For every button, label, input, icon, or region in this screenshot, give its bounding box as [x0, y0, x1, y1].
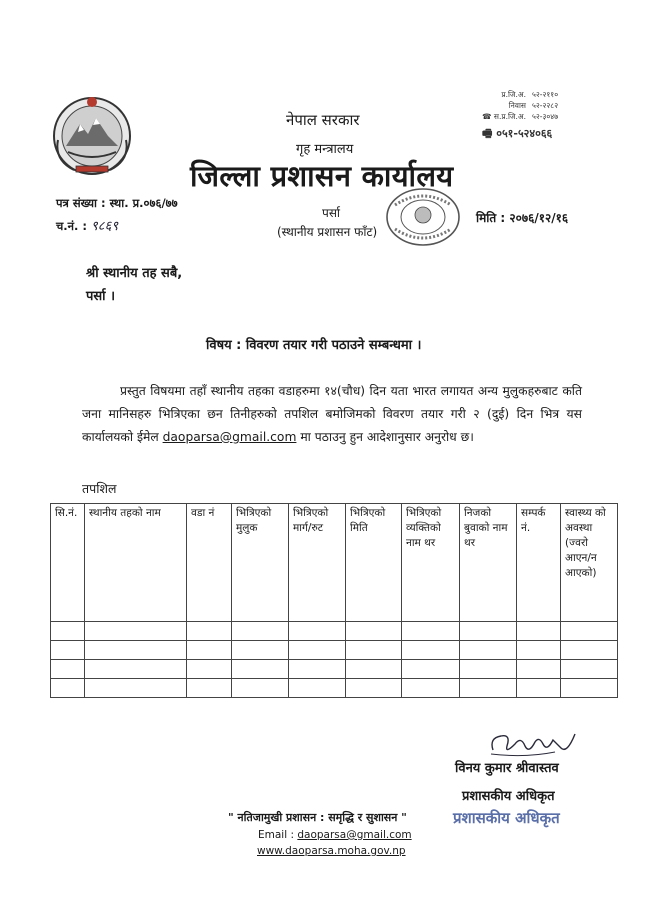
table-cell: [187, 641, 232, 660]
table-cell: [346, 660, 402, 679]
table-cell: [232, 622, 289, 641]
office-title: जिल्ला प्रशासन कार्यालय: [190, 159, 454, 193]
letter-body: प्रस्तुत विषयमा तहाँ स्थानीय तहका वडाहरुमा १४(चौध) दिन यता भारत लगायत अन्य मुलुकहरुबाट कति जना मानिसहरु भित्रिएका छन तिनीहरुको तपशिल बमोजिमको विवरण तयार गरी २ (दुई) दिन भित्र यस कार्यालयको ईमेल daoparsa@gmail.com मा पठाउनु हुन आदेशानुसार अनुरोध छ।: [82, 384, 582, 444]
table-cell: [346, 679, 402, 698]
contact-block: [482, 89, 642, 139]
government-name: नेपाल सरकार: [286, 111, 360, 129]
branch-name: (स्थानीय प्रशासन फाँट): [277, 225, 378, 239]
contact-value: ५२-२२८२: [532, 101, 559, 110]
table-cell: [561, 641, 618, 660]
contact-row: [482, 89, 642, 100]
handwritten-signature: [485, 728, 580, 760]
table-header-cell: भित्रिएको मिति: [346, 504, 402, 622]
table-header-cell: वडा नं: [187, 504, 232, 622]
table-cell: [402, 679, 460, 698]
table-cell: [561, 660, 618, 679]
fax-icon: 🖷: [482, 127, 497, 140]
table-header-row: [51, 504, 618, 622]
table-cell: [346, 622, 402, 641]
table-header-cell: भित्रिएको व्यक्तिको नाम थर: [402, 504, 460, 622]
contact-value: ५२-३०४७: [532, 112, 559, 121]
table-cell: [517, 622, 561, 641]
letter-number: पत्र संख्या : स्था. प्र.०७६/७७: [56, 196, 178, 210]
table-cell: [289, 641, 346, 660]
table-cell: [460, 660, 517, 679]
footer-email: Email : daoparsa@gmail.com: [258, 829, 412, 841]
table-cell: [517, 660, 561, 679]
table-row: [51, 622, 618, 641]
table-cell: [517, 641, 561, 660]
table-cell: [460, 641, 517, 660]
fax-number: 🖷 ०५१-५२४०६६: [482, 127, 553, 140]
table-header-cell: सि.नं.: [51, 504, 85, 622]
table-cell: [51, 679, 85, 698]
table-cell: [85, 641, 187, 660]
table-row: [51, 660, 618, 679]
table-cell: [187, 679, 232, 698]
phone-icon: ☎: [482, 112, 494, 121]
table-cell: [187, 622, 232, 641]
footer-website: [257, 845, 406, 857]
recipient-district: पर्सा ।: [86, 289, 115, 304]
table-cell: [51, 641, 85, 660]
contact-value: ५२-२११०: [532, 90, 559, 99]
table-header-cell: भित्रिएको मुलुक: [232, 504, 289, 622]
details-table: [50, 503, 618, 698]
contact-label: ☎ स.प्र.जि.अ.: [482, 112, 526, 121]
recipient-line: श्री स्थानीय तह सबै,: [86, 266, 183, 281]
table-cell: [517, 679, 561, 698]
table-row: [51, 641, 618, 660]
district-name: पर्सा: [322, 206, 341, 220]
table-cell: [289, 622, 346, 641]
table-cell: [187, 660, 232, 679]
table-cell: [85, 679, 187, 698]
table-cell: [346, 641, 402, 660]
details-heading: तपशिल: [82, 481, 117, 496]
table-header-cell: निजको बुवाको नाम थर: [460, 504, 517, 622]
letter-date: मिति : २०७६/१२/१६: [476, 211, 569, 225]
table-cell: [561, 622, 618, 641]
table-cell: [289, 660, 346, 679]
table-cell: [402, 660, 460, 679]
signatory-name: विनय कुमार श्रीवास्तव: [455, 761, 559, 776]
table-cell: [460, 679, 517, 698]
table-cell: [85, 622, 187, 641]
table-cell: [232, 641, 289, 660]
table-header-cell: सम्पर्क नं.: [517, 504, 561, 622]
table-header-cell: स्थानीय तहको नाम: [85, 504, 187, 622]
contact-label: प्र.जि.अ.: [501, 90, 526, 99]
office-motto: " नतिजामुखी प्रशासन : समृद्धि र सुशासन ": [228, 811, 407, 824]
signatory-position: प्रशासकीय अधिकृत: [462, 789, 555, 804]
ministry-name: गृह मन्त्रालय: [296, 142, 354, 157]
table-cell: [232, 660, 289, 679]
table-cell: [51, 660, 85, 679]
table-cell: [402, 622, 460, 641]
nepal-government-emblem: [48, 90, 136, 178]
dispatch-number: च.नं. : ९८६९: [56, 219, 119, 234]
table-cell: [289, 679, 346, 698]
table-cell: [232, 679, 289, 698]
body-email-link[interactable]: daoparsa@gmail.com: [162, 430, 297, 444]
contact-row: [482, 100, 642, 111]
table-cell: [561, 679, 618, 698]
contact-label: निवास: [508, 101, 526, 110]
office-round-stamp: [381, 185, 465, 249]
table-cell: [85, 660, 187, 679]
footer-email-link[interactable]: daoparsa@gmail.com: [297, 829, 412, 841]
table-row: [51, 679, 618, 698]
contact-row: [482, 111, 642, 122]
letter-subject: विषय : विवरण तयार गरी पठाउने सम्बन्धमा ।: [206, 338, 422, 353]
footer-website-link[interactable]: www.daoparsa.moha.gov.np: [257, 845, 406, 857]
table-cell: [402, 641, 460, 660]
table-cell: [460, 622, 517, 641]
table-header-cell: भित्रिएको मार्ग/रुट: [289, 504, 346, 622]
table-cell: [51, 622, 85, 641]
table-header-cell: स्वास्थ्य को अवस्था (ज्वरो आएन/न आएको): [561, 504, 618, 622]
position-stamp: प्रशासकीय अधिकृत: [453, 809, 560, 827]
